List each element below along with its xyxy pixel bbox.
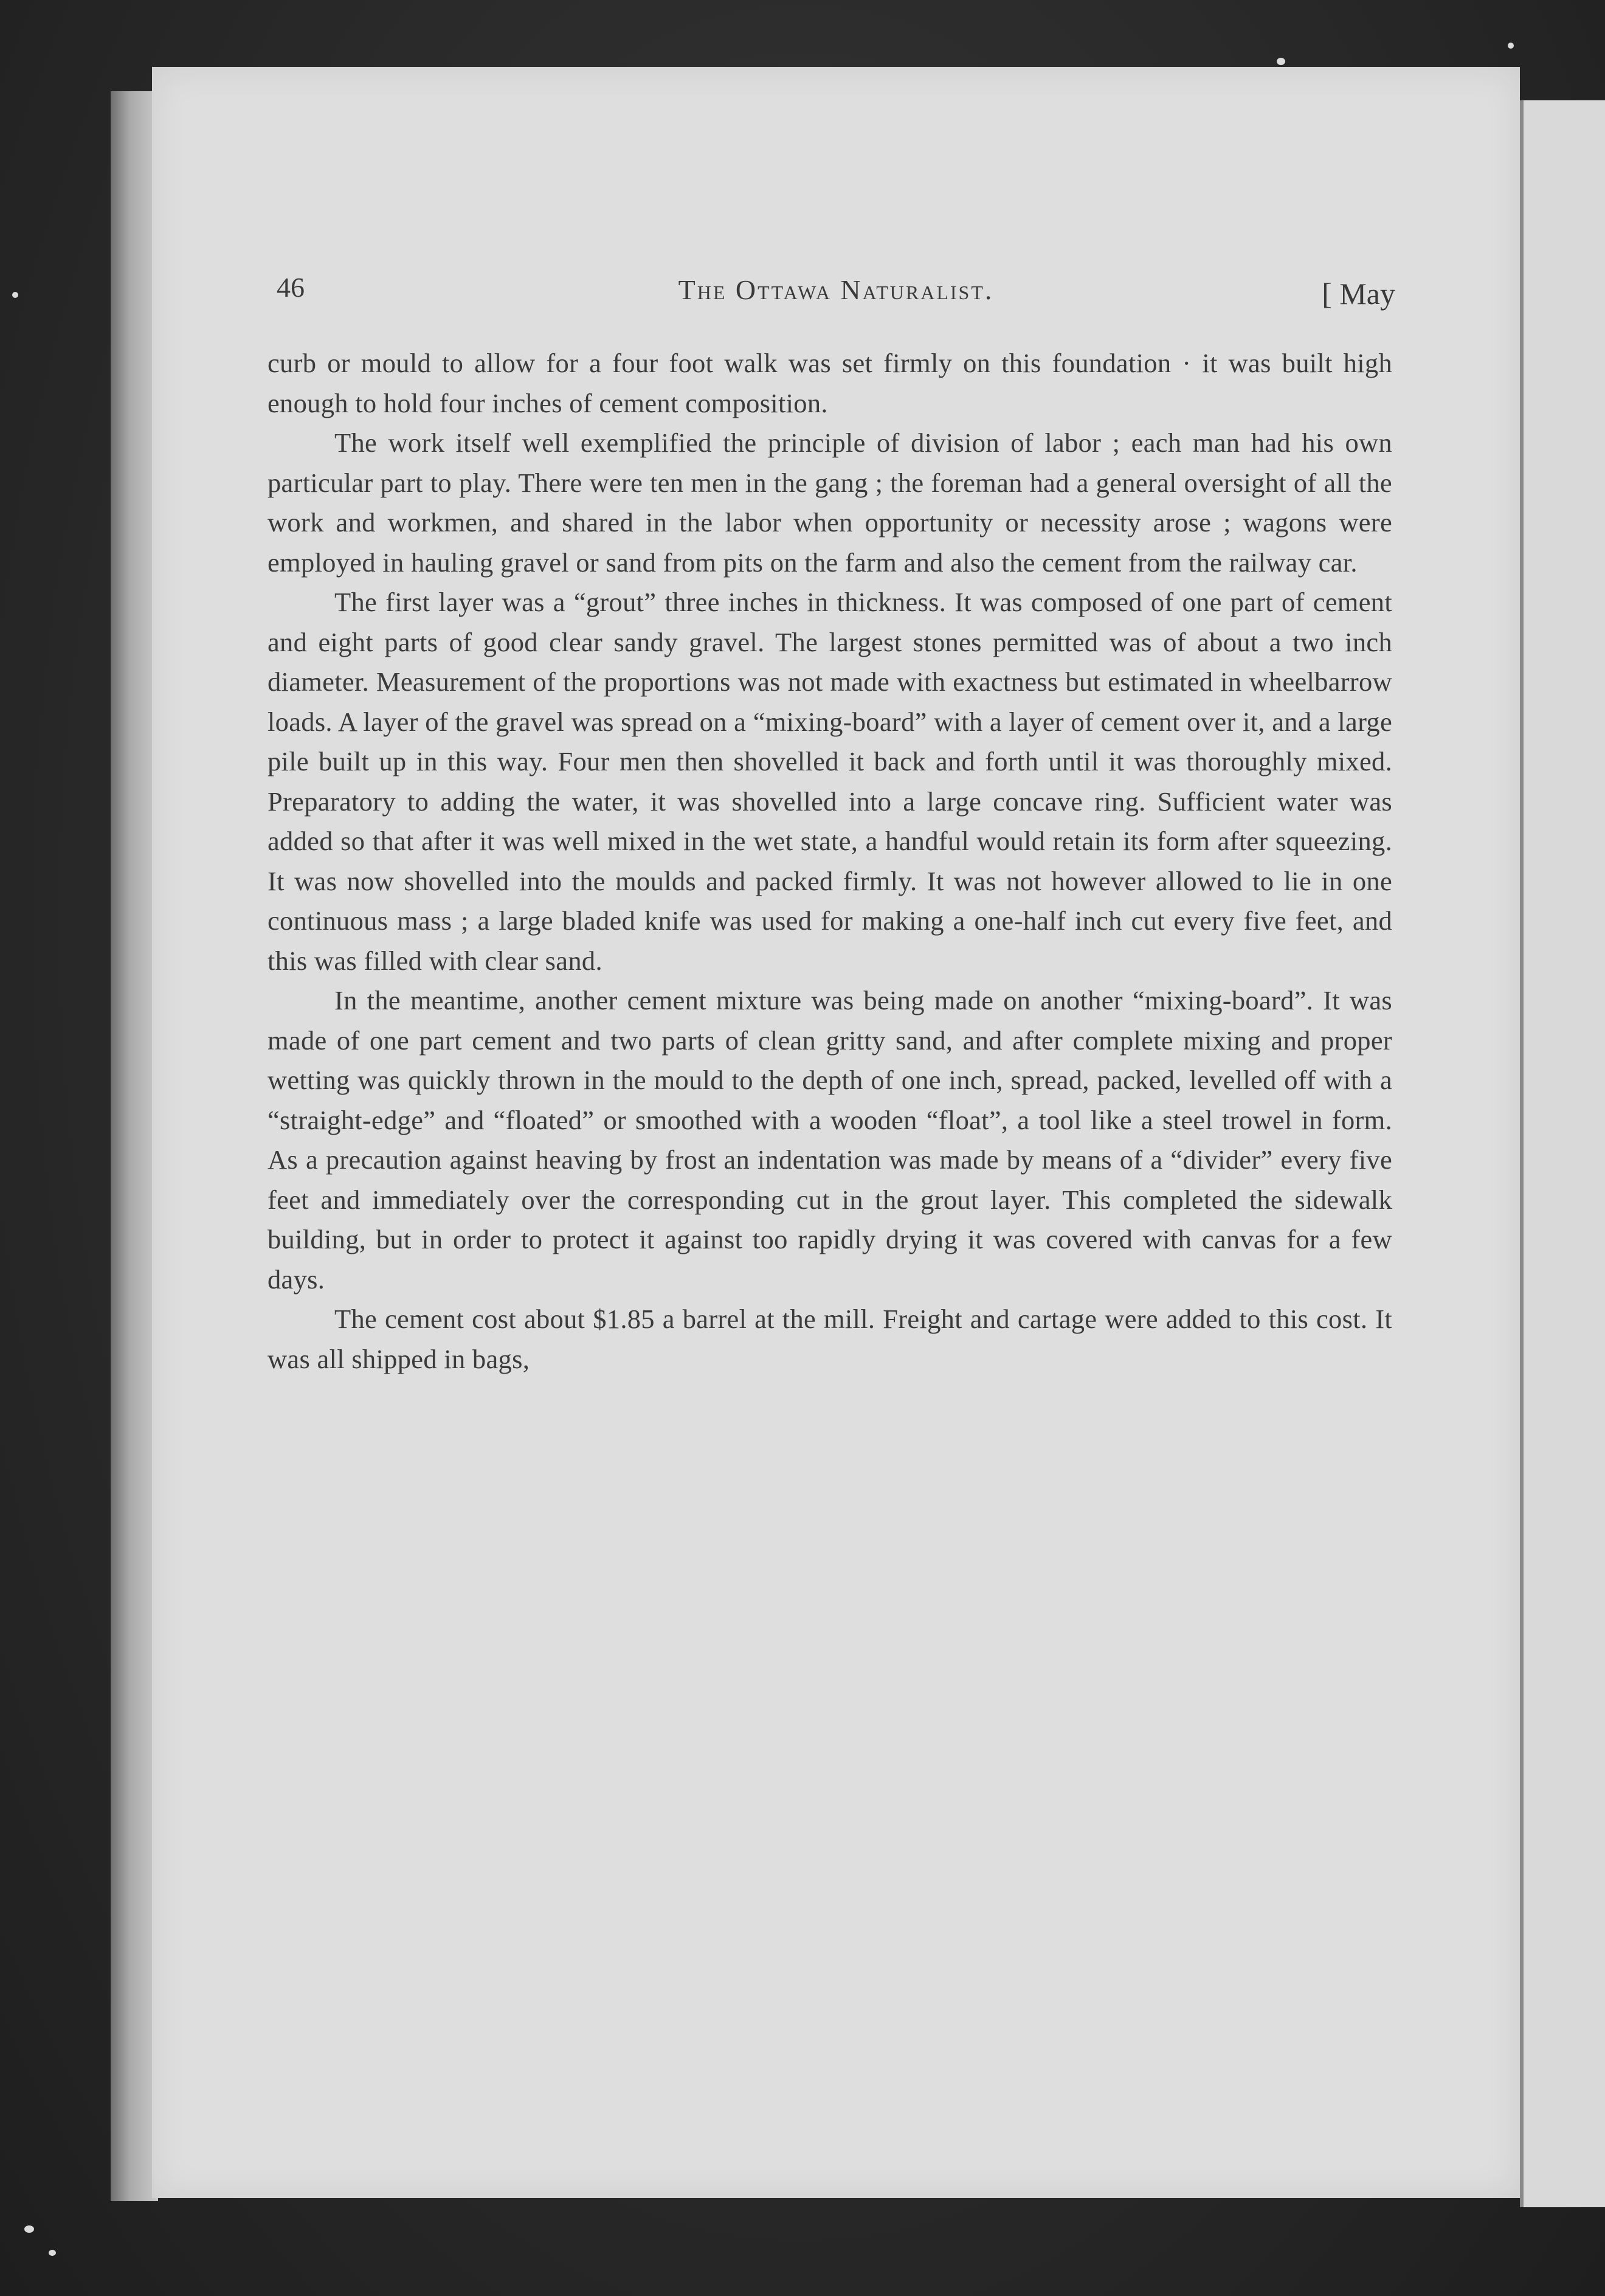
paragraph: In the meantime, another cement mixture was being made on another “mixing-board”. It was made of one part cement and two parts of clean gritty sand, and after complete mixing and proper wetting was quickly thrown in the mould to the depth of one inch, spread, packed, levelled off with a “straight-edge” and “floated” or smoothed with a wooden “float”, a tool like a steel trowel in form. As a precaution against heaving by frost an indentation was made by means of a “divider” every five feet and immediately over the corresponding cut in the grout layer. This completed the sidewalk building, but in order to protect it against too rapidly drying it was covered with canvas for a few days. [268, 985, 1392, 1295]
paragraph: The cement cost about $1.85 a barrel at the mill. Freight and cartage were added to this cost. It was all shipped in bags, [268, 1304, 1392, 1374]
dust-speck [1277, 58, 1285, 65]
paragraph: The work itself well exemplified the principle of division of labor ; each man had his own particular part to play. There were ten men in the gang ; the foreman had a general oversight of all the work and workmen, and shared in the labor when opportunity or necessity arose ; wagons were employed in hauling gravel or sand from pits on the farm and also the cement from the railway car. [268, 427, 1392, 578]
dust-speck [24, 2225, 34, 2233]
paragraph: The first layer was a “grout” three inches in thickness. It was composed of one part of cement and eight parts of good clear sandy gravel. The largest stones permitted was of about a two inch diameter. Measurement of the proportions was not made with exactness but estimated in wheelbarrow loads. A layer of the gravel was spread on a “mixing-board” with a layer of cement over it, and a large pile built up in this way. Four men then shovelled it back and forth until it was thoroughly mixed. Preparatory to adding the water, it was shovelled into a large concave ring. Sufficient water was added so that after it was well mixed in the wet state, a handful would retain its form after squeezing. It was now shovelled into the moulds and packed firmly. It was not however allowed to lie in one continuous mass ; a large bladed knife was used for making a one-half inch cut every five feet, and this was filled with clear sand. [268, 587, 1392, 976]
facing-page-edge [1520, 100, 1605, 2207]
running-header [277, 268, 1395, 316]
dust-speck [12, 292, 18, 298]
page-spine-edge [111, 91, 158, 2201]
dust-speck [49, 2250, 56, 2256]
dust-speck [1508, 43, 1514, 49]
paragraph: curb or mould to allow for a four foot walk was set firmly on this foundation · it was built high enough to hold four inches of cement composition. [268, 348, 1392, 418]
article-body [268, 344, 1392, 1379]
journal-title: The Ottawa Naturalist. [678, 274, 994, 305]
issue-month: [ May [1322, 277, 1395, 311]
page-number: 46 [277, 272, 305, 303]
